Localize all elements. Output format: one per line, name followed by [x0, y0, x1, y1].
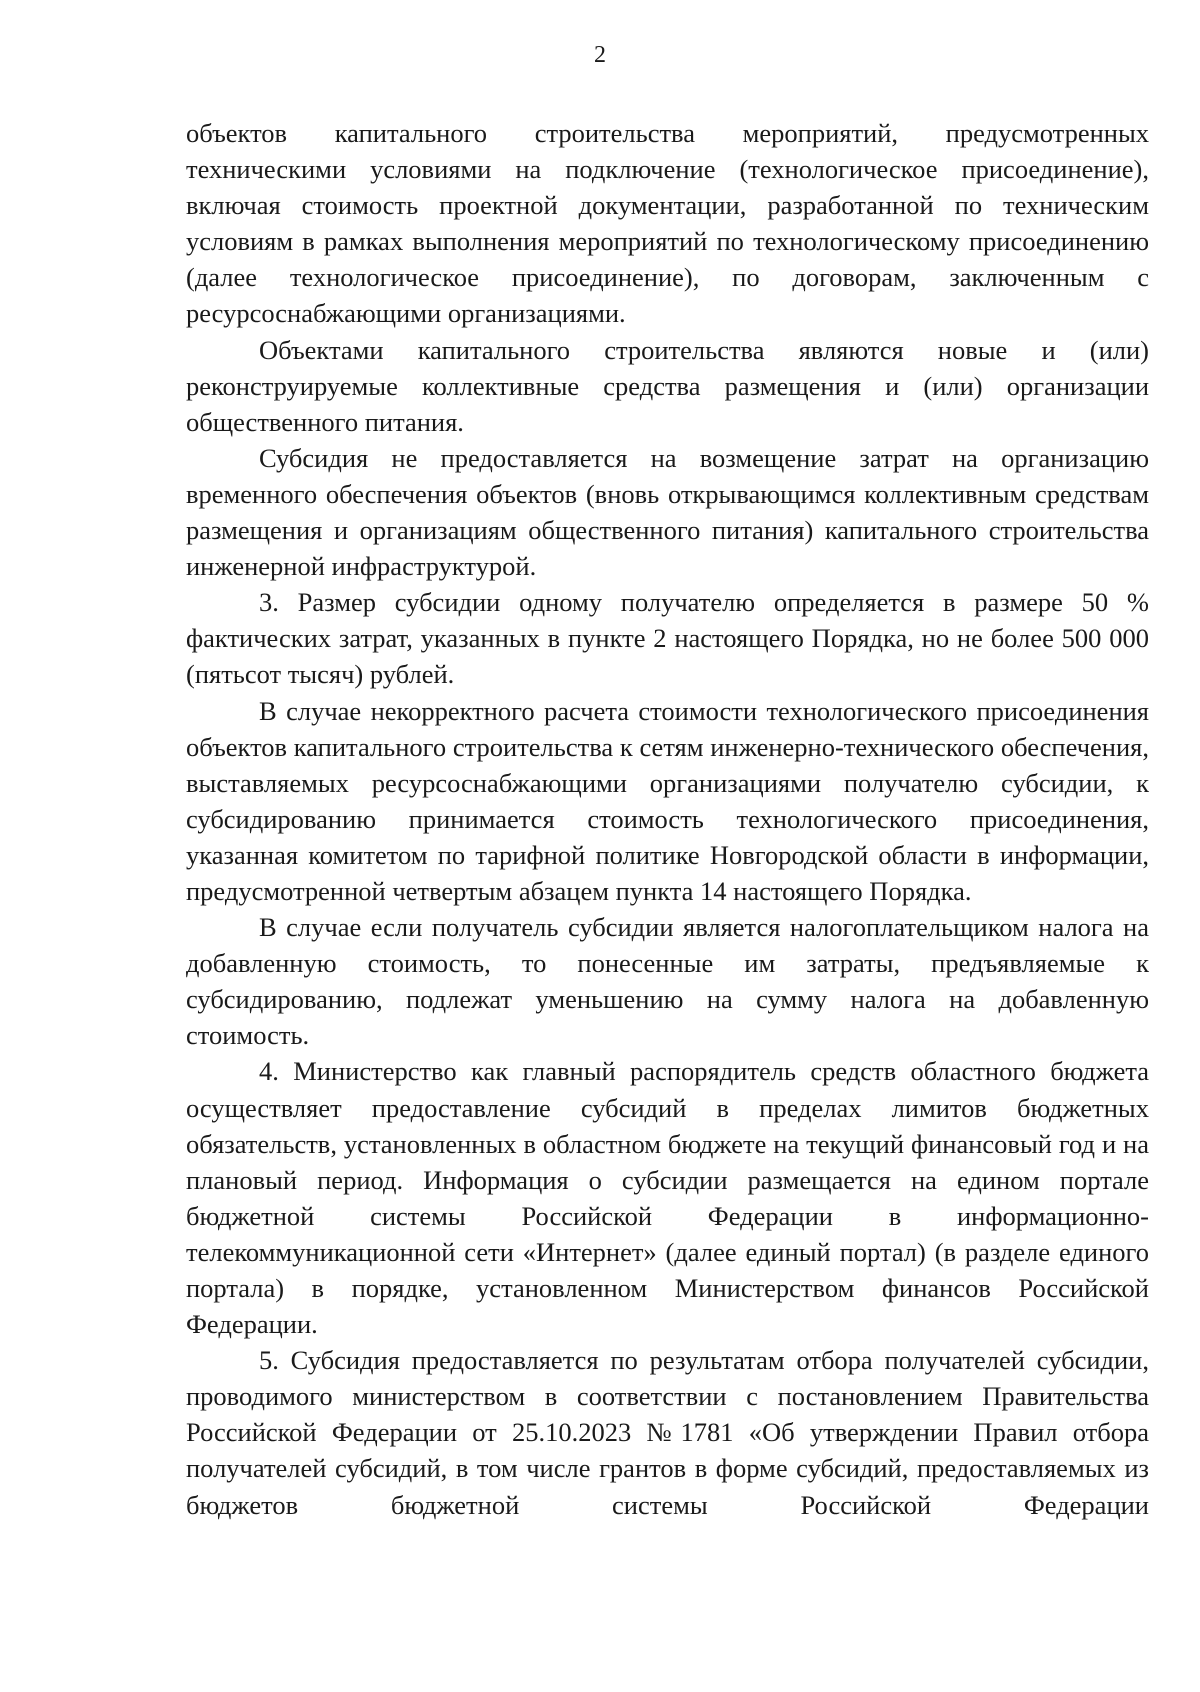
paragraph-capital-construction-objects: Объектами капитального строительства являются новые и (или) реконструируемые коллективные средства размещения и (или) организации общественного питания.: [186, 334, 1149, 437]
paragraph-item-4-ministry: 4. Министерство как главный распорядитель средств областного бюджета осуществляет предоставление субсидий в пределах лимитов бюджетных обязательств, установленных в областном бюджете на текущий финансовый год и на плановый период. Информация о субсидии размещается на едином портале бюджетной системы Российской Федерации в информационно-телекоммуникационной сети «Интернет» (далее единый портал) (в разделе единого портала) в порядке, установленном Министерством финансов Российской Федерации.: [186, 1056, 1149, 1340]
paragraph-item-3-subsidy-amount: 3. Размер субсидии одному получателю определяется в размере 50 % фактических затрат, указанных в пункте 2 настоящего Порядка, но не более 500 000 (пятьсот тысяч) рублей.: [186, 587, 1149, 690]
paragraph-item-5-selection: 5. Субсидия предоставляется по результатам отбора получателей субсидии, проводимого министерством в соответствии с постановлением Правительства Российской Федерации от 25.10.2023 №1781 «Об утверждении Правил отбора получателей субсидий, в том числе грантов в форме субсидий, предоставляемых из бюджетов бюджетной системы Российской Федерации: [186, 1345, 1149, 1520]
page-number: 2: [594, 42, 606, 68]
paragraph-vat: В случае если получатель субсидии является налогоплательщиком налога на добавленную стоимость, то понесенные им затраты, предъявляемые к субсидированию, подлежат уменьшению на сумму налога на добавленную стоимость.: [186, 912, 1149, 1051]
paragraph-subsidy-exclusion: Субсидия не предоставляется на возмещение затрат на организацию временного обеспечения объектов (вновь открывающимся коллективным средствам размещения и организациям общественного питания) капитального строительства инженерной инфраструктурой.: [186, 442, 1149, 582]
paragraph-continuation: объектов капитального строительства мероприятий, предусмотренных техническими условиями на подключение (технологическое присоединение), включая стоимость проектной документации, разработанной по техническим условиям в рамках выполнения мероприятий по технологическому присоединению (далее технологическое присоединение), по договорам, заключенным с ресурсоснабжающими организациями.: [186, 118, 1149, 329]
document-body: [186, 115, 1149, 1523]
paragraph-incorrect-calculation: В случае некорректного расчета стоимости технологического присоединения объектов капитального строительства к сетям инженерно-технического обеспечения, выставляемых ресурсоснабжающими организациями получателю субсидии, к субсидированию принимается стоимость технологического присоединения, указанная комитетом по тарифной политике Новгородской области в информации, предусмотренной четвертым абзацем пункта 14 настоящего Порядка.: [186, 695, 1149, 906]
